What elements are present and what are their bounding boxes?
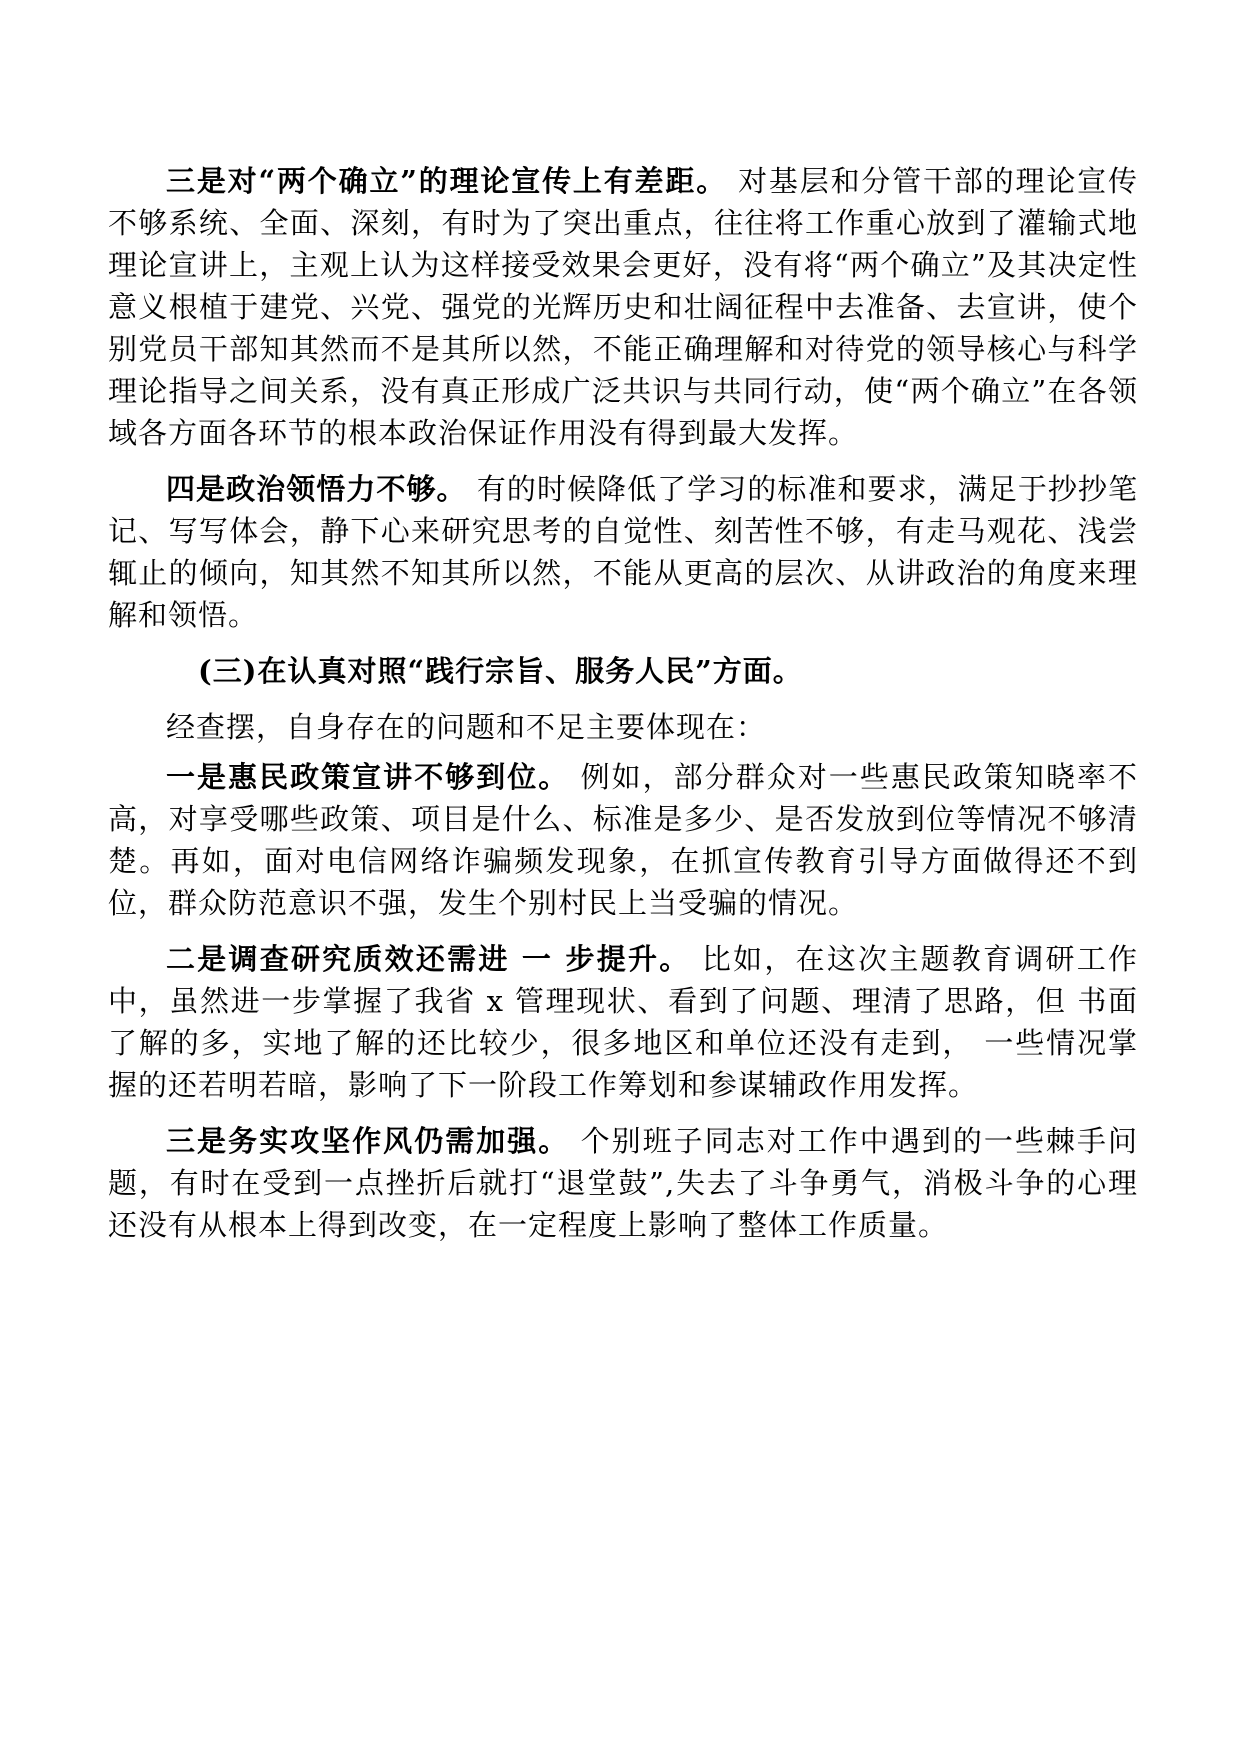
- paragraph-text: 例如，部分群众对一些惠民政策知晓率不高，对享受哪些政策、项目是什么、标准是多少、是否发放到位等情况不够清楚。再如，面对电信网络诈骗频发现象，在抓宣传教育引导方面做得还不到位，群众防范意识不强，发生个别村民上当受骗的情况。: [108, 760, 1138, 920]
- paragraph-lead: 一是惠民政策宣讲不够到位。: [166, 760, 570, 794]
- paragraph-political-understanding: [108, 468, 1138, 636]
- paragraph-text: 有的时候降低了学习的标准和要求，满足于抄抄笔记、写写体会，静下心来研究思考的自觉性、刻苦性不够，有走马观花、浅尝辄止的倾向，知其然不知其所以然，不能从更高的层次、从讲政治的角度来理解和领悟。: [108, 472, 1138, 632]
- paragraph-text: 个别班子同志对工作中遇到的一些棘手问题，有时在受到一点挫折后就打“退堂鼓”,失去了斗争勇气，消极斗争的心理还没有从根本上得到改变，在一定程度上影响了整体工作质量。: [108, 1124, 1138, 1242]
- paragraph-lead: 三是对“两个确立”的理论宣传上有差距。: [166, 164, 728, 198]
- paragraph-policy-publicity: [108, 756, 1138, 924]
- paragraph-lead: 二是调查研究质效还需进 一 步提升。: [166, 942, 691, 976]
- paragraph-text: 对基层和分管干部的理论宣传不够系统、全面、深刻，有时为了突出重点，往往将工作重心放到了灌输式地理论宣讲上，主观上认为这样接受效果会更好，没有将“两个确立”及其决定性意义根植于建党、兴党、强党的光辉历史和壮阔征程中去准备、去宣讲，使个别党员干部知其然而不是其所以然，不能正确理解和对待党的领导核心与科学理论指导之间关系，没有真正形成广泛共识与共同行动，使“两个确立”在各领域各方面各环节的根本政治保证作用没有得到最大发挥。: [108, 164, 1138, 450]
- paragraph-intro: 经查摆，自身存在的问题和不足主要体现在：: [166, 710, 767, 744]
- paragraph-research-quality: [108, 938, 1138, 1106]
- paragraph-work-style: [108, 1120, 1138, 1246]
- paragraph-two-establishments: [108, 160, 1138, 454]
- section-heading-serve-people: (三)在认真对照“践行宗旨、服务人民”方面。: [198, 654, 803, 688]
- paragraph-lead: 四是政治领悟力不够。: [166, 472, 467, 506]
- paragraph-lead: 三是务实攻坚作风仍需加强。: [166, 1124, 570, 1158]
- paragraph-text: 比如，在这次主题教育调研工作中，虽然进一步掌握了我省 x 管理现状、看到了问题、理清了思路，但 书面了解的多，实地了解的还比较少，很多地区和单位还没有走到， 一些情况掌握的还若明若暗，影响了下一阶段工作筹划和参谋辅政作用发挥。: [108, 942, 1138, 1102]
- document-body: [108, 160, 1138, 1260]
